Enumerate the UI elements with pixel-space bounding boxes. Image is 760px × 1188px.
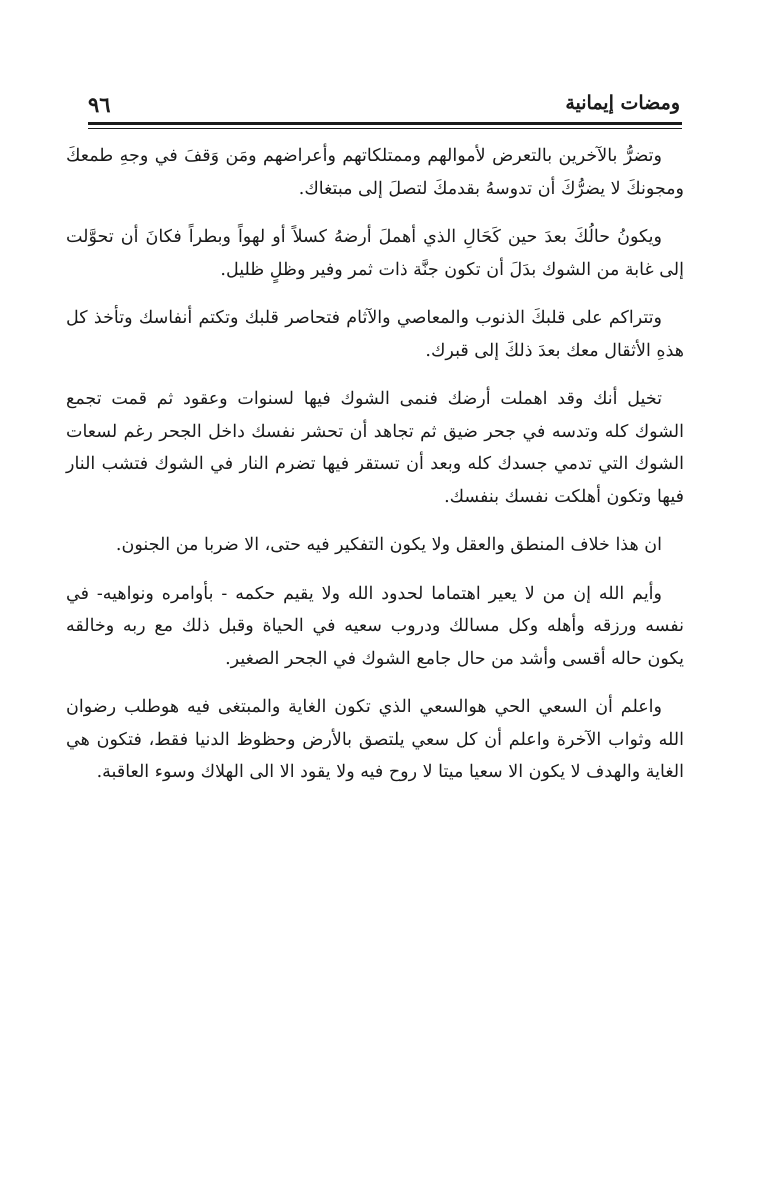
paragraph: وتتراكم على قلبكَ الذنوب والمعاصي والآثام فتحاصر قلبك وتكتم أنفاسك وتأخذ كل هذهِ الأثقال معك بعدَ ذلكَ إلى قبرك. bbox=[66, 308, 684, 361]
paragraph: واعلم أن السعي الحي هوالسعي الذي تكون الغاية والمبتغى فيه هوطلب رضوان الله وثواب الآخرة واعلم أن كل سعي يلتصق بالأرض وحظوظ الدنيا فقط، فتكون هي الغاية والهدف لا يكون الا سعيا ميتا لا روح فيه ولا يقود الا الى الهلاك وسوء العاقبة. bbox=[66, 697, 684, 782]
paragraph: ويكونُ حالُكَ بعدَ حين كَحَالِ الذي أهملَ أرضهُ كسلاً أو لهواً وبطراً فكانَ أن تحوَّلت إلى غابة من الشوك بدَلَ أن تكون جنَّة ذات ثمر وفير وظلٍ ظليل. bbox=[66, 227, 684, 280]
paragraph: تخيل أنك وقد اهملت أرضك فنمى الشوك فيها لسنوات وعقود ثم قمت تجمع الشوك كله وتدسه في جحر ضيق ثم تجاهد أن تحشر نفسك داخل الجحر رغم لسعات الشوك التي تدمي جسدك كله وبعد أن تستقر فيها تضرم النار في الشوك فتشب النار فيها وتكون أهلكت نفسك بنفسك. bbox=[66, 389, 684, 507]
running-title: ومضات إيمانية bbox=[565, 92, 680, 114]
page-number: ٩٦ bbox=[88, 92, 111, 117]
page-header bbox=[88, 86, 680, 122]
paragraph: ان هذا خلاف المنطق والعقل ولا يكون التفكير فيه حتى، الا ضربا من الجنون. bbox=[115, 535, 662, 555]
header-rule-thin bbox=[88, 128, 682, 129]
paragraph: وتضرُّ بالآخرين بالتعرض لأموالهم وممتلكاتهم وأعراضهم ومَن وَقفَ في وجهِ طمعكَ ومجونكَ لا يضرُّكَ أن تدوسهُ بقدمكَ لتصلَ إلى مبتغاك. bbox=[66, 146, 684, 199]
paragraph: وأيم الله إن من لا يعير اهتماما لحدود الله ولا يقيم حكمه - بأوامره ونواهيه- في نفسه ورزقه وأهله وكل مسالك ودروب سعيه في الحياة وقبل ذلك مع ربه وخالقه يكون حاله أقسى وأشد من حال جامع الشوك في الجحر الصغير. bbox=[66, 583, 684, 669]
body-text bbox=[66, 140, 684, 789]
header-rule-thick bbox=[88, 122, 682, 125]
